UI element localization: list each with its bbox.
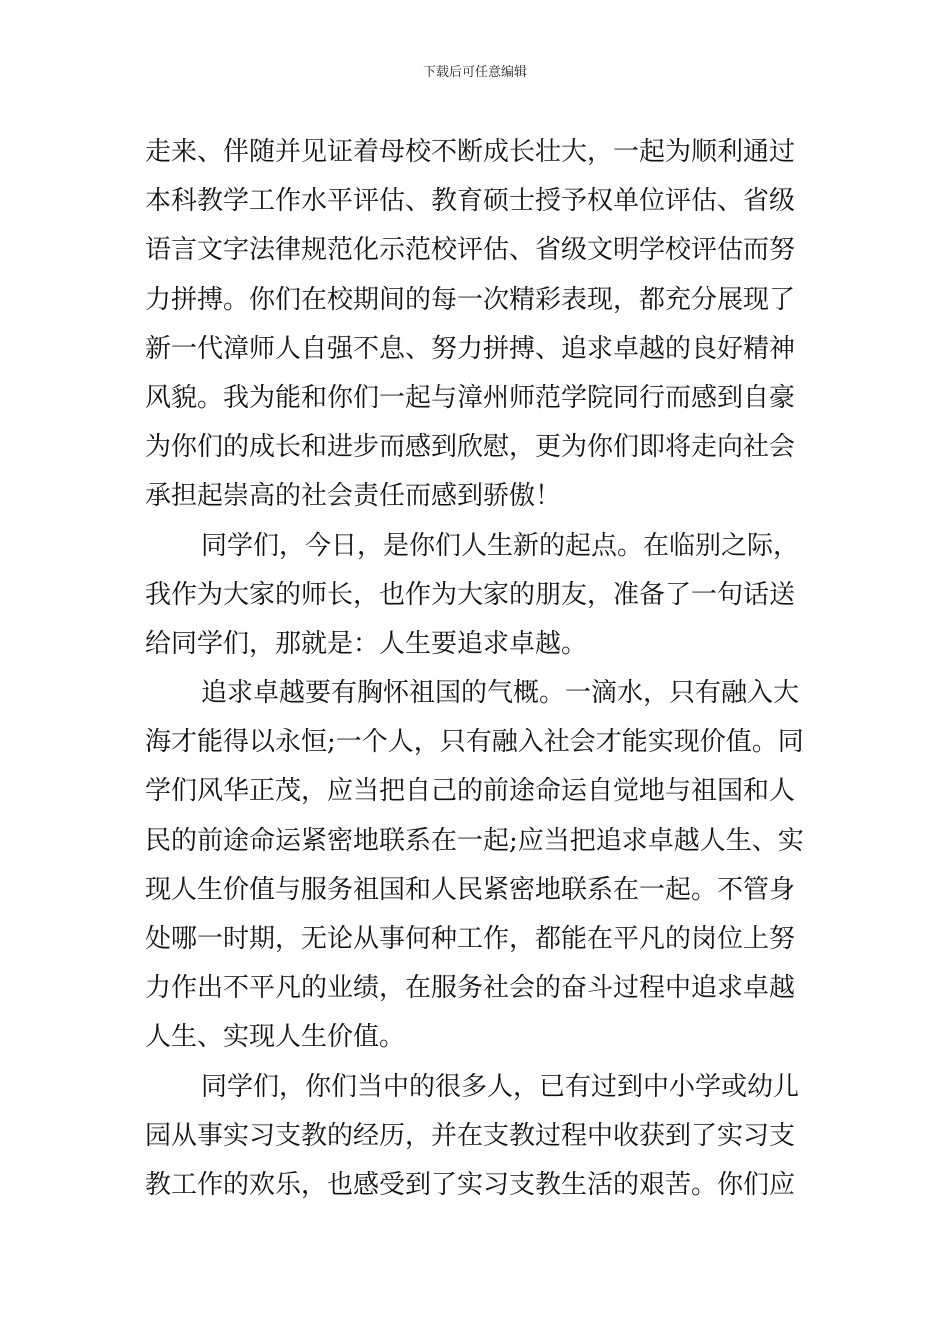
text-line: 民的前途命运紧密地联系在一起;应当把追求卓越人生、实 [145,825,804,856]
text-line: 给同学们，那就是：人生要追求卓越。 [145,628,588,659]
text-line: 海才能得以永恒;一个人，只有融入社会才能实现价值。同 [145,727,804,758]
text-line: 新一代漳师人自强不息、努力拼搏、追求卓越的良好精神 [145,333,796,364]
paragraph-first-line: 追求卓越要有胸怀祖国的气概。一滴水，只有融入大 [201,678,800,709]
paragraph-first-line: 同学们，今日，是你们人生新的起点。在临别之际， [201,530,800,561]
page-header: 下载后可任意编辑 [422,65,527,80]
text-line: 力拼搏。你们在校期间的每一次精彩表现，都充分展现了 [145,284,796,315]
text-line: 本科教学工作水平评估、教育硕士授予权单位评估、省级 [145,186,796,217]
text-line: 现人生价值与服务祖国和人民紧密地联系在一起。不管身 [145,874,796,905]
text-line: 风貌。我为能和你们一起与漳州师范学院同行而感到自豪 [145,382,796,413]
document-body [145,128,810,1210]
text-line: 学们风华正茂，应当把自己的前途命运自觉地与祖国和人 [145,776,796,807]
text-line: 处哪一时期，无论从事何种工作，都能在平凡的岗位上努 [145,924,796,954]
text-line: 教工作的欢乐，也感受到了实习支教生活的艰苦。你们应 [145,1169,796,1200]
text-line: 我作为大家的师长，也作为大家的朋友，准备了一句话送 [145,579,796,610]
text-line: 为你们的成长和进步而感到欣慰，更为你们即将走向社会 [145,432,796,463]
paragraph-first-line: 同学们，你们当中的很多人，已有过到中小学或幼儿 [201,1071,800,1102]
text-line: 语言文字法律规范化示范校评估、省级文明学校评估而努 [145,235,796,266]
text-line: 力作出不平凡的业绩，在服务社会的奋斗过程中追求卓越 [145,973,796,1004]
text-line: 人生、实现人生价值。 [145,1022,406,1053]
text-line: 园从事实习支教的经历，并在支教过程中收获到了实习支 [145,1120,796,1151]
text-line: 走来、伴随并见证着母校不断成长壮大，一起为顺利通过 [145,137,796,167]
text-line: 承担起崇高的社会责任而感到骄傲！ [145,481,562,512]
